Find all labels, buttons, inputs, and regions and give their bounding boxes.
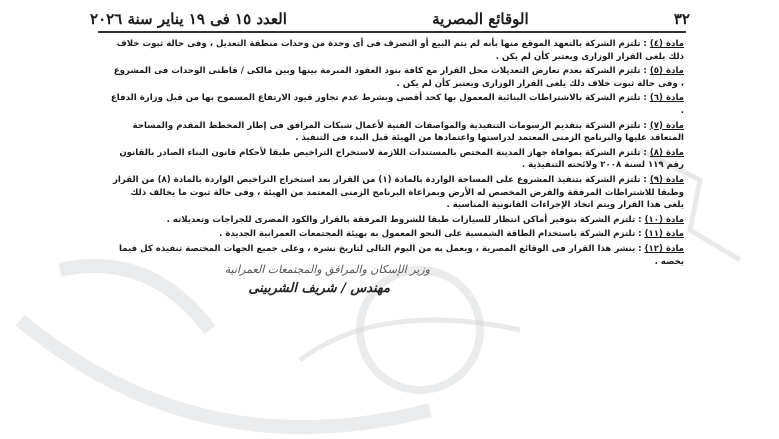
article-text: : تلتزم الشركة بتنفيذ المشروع على المساحة الواردة بالمادة (١) من القرار بعد استخراج التراخيص الواردة بالمادة (٨) من القرار وطبقا للاشتراطات المرفقة والفرض المخصص له الأرض وبمراعاة البرنامج الزمنى المعتمد من الهيئة ، وفى حالة ثبوت ما يخالف ذلك يلغى هذا القرار ويتم اتخاذ الإجراءات القانونية المناسبة . <box>112 174 684 211</box>
article-label: مادة (٤) <box>649 39 684 49</box>
article-text: : ينشر هذا القرار فى الوقائع المصرية ، ويعمل به من اليوم التالى لتاريخ نشره ، وعلى جميع الجهات المختصة تنفيذه كل فيما يخصه . <box>119 243 684 267</box>
article-9 <box>110 174 684 212</box>
article-text: : تلتزم الشركة بتوفير أماكن انتظار للسيارات طبقا للشروط المرفقة بالقرار والكود المصرى للجراجات وتعديلاته . <box>166 214 642 225</box>
article-text: : تلتزم الشركة بتقديم الرسومات التنفيذية والمواصفات الفنية لأعمال شبكات المرافق فى إطار المخطط المقدم والمساحة المتعاقد عليها والبرنامج الزمنى المعتمد لدراستها واعتمادها من الهيئة قبل البدء فى التنفيذ . <box>132 120 684 144</box>
signature-block <box>130 263 430 296</box>
article-8 <box>110 147 684 172</box>
article-text: : تلتزم الشركة بالتعهد الموقع منها بأنه لم يتم البيع أو التصرف فى أى وحدة من وحدات منطقة التعديل ، وفى حالة ثبوت خلاف ذلك يلغى القرار الوزارى ويعتبر كأن لم يكن . <box>116 39 684 62</box>
article-label: مادة (٧) <box>649 120 684 131</box>
signatory-name: مهندس / شريف الشربينى <box>248 281 390 296</box>
article-label: مادة (١٢) <box>644 243 684 254</box>
article-label: مادة (١١) <box>644 229 684 240</box>
article-label: مادة (٩) <box>649 174 684 185</box>
page-number: ٣٢ <box>673 10 690 28</box>
article-11 <box>110 228 684 241</box>
article-text: : تلتزم الشركة بموافاة جهاز المدينة المختص بالمستندات اللازمة لاستخراج التراخيص طبقا لأحكام قانون البناء الصادر بالقانون رقم ١١٩ لسنة ٢٠٠٨ ولائحته التنفيذية . <box>119 147 684 171</box>
issue-info: العدد ١٥ فى ١٩ يناير سنة ٢٠٢٦ <box>90 10 287 28</box>
signatory-title: وزير الإسكان والمرافق والمجتمعات العمرانية <box>224 263 430 276</box>
article-label: مادة (٥) <box>649 66 684 77</box>
article-label: مادة (٨) <box>649 147 684 158</box>
article-label: مادة (١٠) <box>644 214 684 225</box>
page-header <box>90 8 690 30</box>
decree-articles <box>110 38 684 268</box>
article-text: : تلتزم الشركة بالاشتراطات البنائية المعمول بها كحد أقصى وبشرط عدم تجاوز قيود الارتفاع المسموح بها من قبل وزارة الدفاع . <box>110 93 684 116</box>
article-text: : تلتزم الشركة باستخدام الطاقة الشمسية على النحو المعمول به بهيئة المجتمعات العمرانية الجديدة . <box>219 229 642 240</box>
article-6 <box>110 92 684 117</box>
article-5 <box>110 65 684 90</box>
article-label: مادة (٦) <box>649 93 684 104</box>
article-4 <box>110 38 684 63</box>
article-7 <box>110 120 684 145</box>
article-text: : تلتزم الشركة بعدم تعارض التعديلات محل القرار مع كافة بنود العقود المبرمة بينها وبين مالكى / قاطنى الوحدات فى المشروع ، وفى حالة ثبوت خلاف ذلك يلغى القرار الوزارى ويعتبر كأن لم يكن . <box>113 66 684 89</box>
header-divider <box>98 31 686 33</box>
article-10 <box>110 214 684 227</box>
publication-name: الوقائع المصرية <box>432 10 529 28</box>
